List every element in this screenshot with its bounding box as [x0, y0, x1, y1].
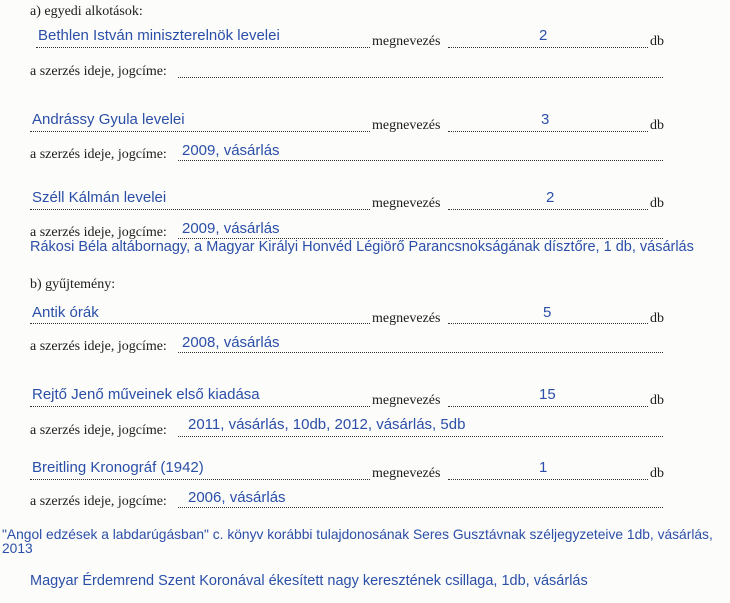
- item-6-db-label: db: [650, 466, 664, 481]
- item-3-acquisition: 2009, vásárlás: [182, 220, 280, 237]
- item-6-acquisition: 2006, vásárlás: [188, 489, 286, 506]
- item-4-megnevezes-label: megnevezés: [372, 311, 441, 326]
- item-1-count-line: [448, 47, 648, 48]
- angol-note: "Angol edzések a labdarúgásban" c. könyv korábbi tulajdonosának Seres Gusztávnak széljegyzeteive 1db, vásárlás, 2013: [2, 527, 713, 556]
- item-6-name-line: [30, 479, 370, 480]
- item-5-count-line: [448, 406, 648, 407]
- item-6-megnevezes-label: megnevezés: [372, 466, 441, 481]
- item-3-acquisition-label: a szerzés ideje, jogcíme:: [30, 225, 167, 240]
- item-5-acquisition-label: a szerzés ideje, jogcíme:: [30, 423, 167, 438]
- item-3-megnevezes-label: megnevezés: [372, 196, 441, 211]
- item-4-db-label: db: [650, 311, 664, 326]
- item-1-db-label: db: [650, 34, 664, 49]
- item-3-count-line: [448, 209, 648, 210]
- item-4-count-line: [448, 323, 648, 324]
- item-4-name-line: [30, 323, 370, 324]
- item-1-acquisition-line: [178, 77, 663, 78]
- item-1-name-line: [36, 47, 370, 48]
- item-2-name-line: [30, 131, 370, 132]
- item-5-db-label: db: [650, 393, 664, 408]
- item-2-acquisition-label: a szerzés ideje, jogcíme:: [30, 147, 167, 162]
- item-2-megnevezes-label: megnevezés: [372, 118, 441, 133]
- item-3-name: Széll Kálmán levelei: [32, 189, 167, 206]
- item-1-acquisition-label: a szerzés ideje, jogcíme:: [30, 64, 167, 79]
- item-4-count: 5: [543, 304, 552, 321]
- section-b-heading: b) gyűjtemény:: [30, 277, 116, 292]
- item-6-count-line: [448, 479, 648, 480]
- item-6-count: 1: [539, 459, 548, 476]
- item-5-acquisition-line: [178, 436, 663, 437]
- item-5-name-line: [30, 406, 370, 407]
- item-2-count: 3: [541, 111, 550, 128]
- item-3-count: 2: [546, 189, 555, 206]
- item-2-acquisition-line: [178, 160, 663, 161]
- item-6-acquisition-line: [178, 507, 663, 508]
- item-5-acquisition: 2011, vásárlás, 10db, 2012, vásárlás, 5db: [188, 416, 466, 433]
- item-6-acquisition-label: a szerzés ideje, jogcíme:: [30, 494, 167, 509]
- item-2-acquisition: 2009, vásárlás: [182, 142, 280, 159]
- item-6-name: Breitling Kronográf (1942): [32, 459, 204, 476]
- magyar-note: Magyar Érdemrend Szent Koronával ékesített nagy keresztének csillaga, 1db, vásárlás: [30, 573, 588, 589]
- section-a-heading: a) egyedi alkotások:: [30, 4, 143, 19]
- item-1-name: Bethlen István miniszterelnök levelei: [38, 27, 280, 44]
- item-1-megnevezes-label: megnevezés: [372, 34, 441, 49]
- item-4-acquisition: 2008, vásárlás: [182, 334, 280, 351]
- item-5-name: Rejtő Jenő műveinek első kiadása: [32, 386, 260, 403]
- rakosi-note: Rákosi Béla altábornagy, a Magyar Királyi Honvéd Légiörő Parancsnokságának dísztőre, 1 db, vásárlás: [30, 239, 694, 255]
- item-2-name: Andrássy Gyula levelei: [32, 111, 185, 128]
- item-5-megnevezes-label: megnevezés: [372, 393, 441, 408]
- item-3-name-line: [30, 209, 370, 210]
- item-4-name: Antik órák: [32, 304, 99, 321]
- item-4-acquisition-label: a szerzés ideje, jogcíme:: [30, 339, 167, 354]
- item-5-count: 15: [539, 386, 556, 403]
- item-2-count-line: [448, 131, 648, 132]
- item-3-db-label: db: [650, 196, 664, 211]
- item-2-db-label: db: [650, 118, 664, 133]
- item-1-count: 2: [539, 27, 548, 44]
- item-4-acquisition-line: [178, 352, 663, 353]
